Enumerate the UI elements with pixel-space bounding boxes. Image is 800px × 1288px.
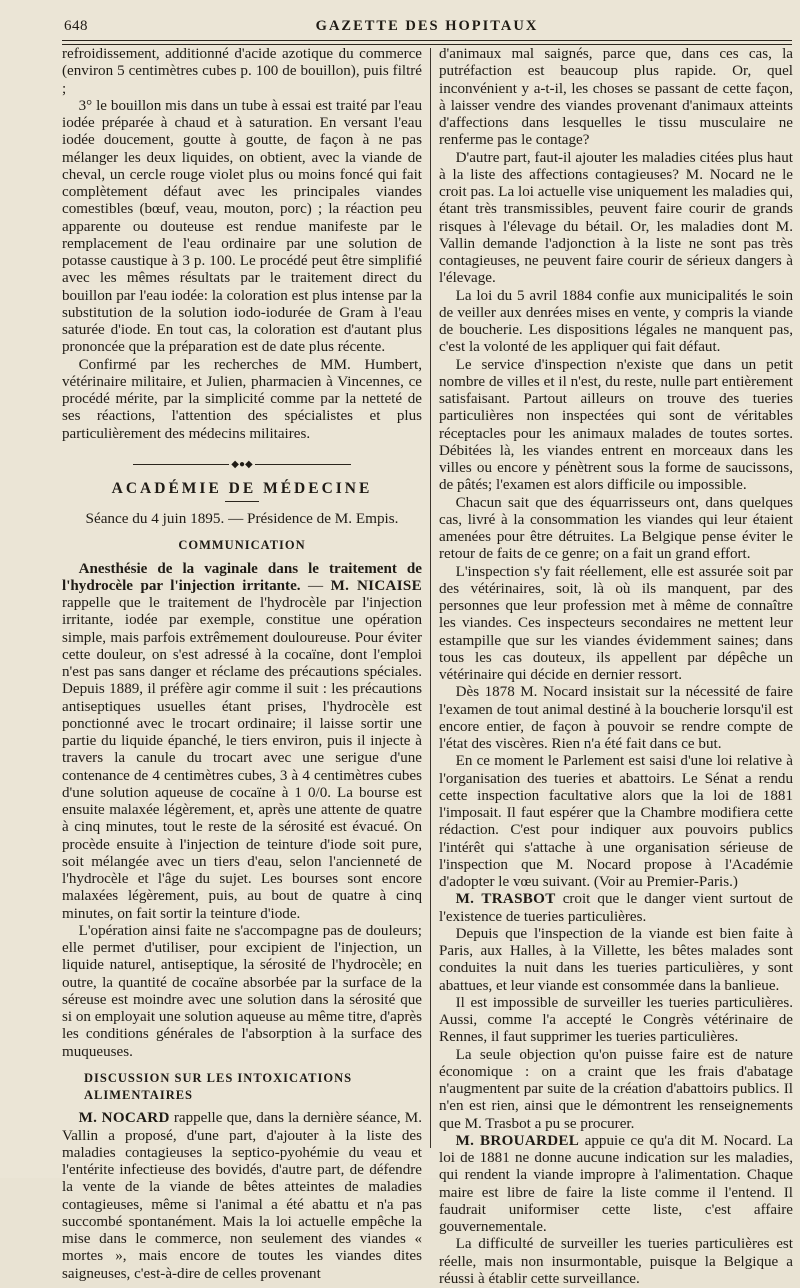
speaker-name: M. NICAISE (330, 577, 422, 594)
paragraph: D'autre part, faut-il ajouter les maladies citées plus haut à la liste des affections contagieuses? M. Nocard ne le croit pas. La loi actuelle vise uniquement les maladies qui, étant très transmissibles, peuvent faire courir de grands risques à l'élevage du bétail. Or, les maladies dont M. Vallin demande l'adjonction à la liste ne sont pas très contagieuses, ne peuvent faire courir de sérieux dangers à l'élevage. (439, 149, 793, 287)
paragraph: Dès 1878 M. Nocard insistait sur la nécessité de faire l'examen de tout animal destiné à la boucherie lorsqu'il est encore entier, de façon à pouvoir se rendre compte de l'état des viscères. Rien n'a été fait dans ce but. (439, 684, 793, 752)
speaker-name: M. TRASBOT (455, 891, 556, 908)
paragraph: Le service d'inspection n'existe que dans un petit nombre de villes et il n'est, du reste, nulle part entièrement satisfaisant. Partout ailleurs on trouve des tueries particulières non inspectées qui sont de véritables réceptacles pour les animaux malades de toutes sortes. Débitées là, les viandes entrent en morceaux dans les villes ou encore y pénètrent sous la forme de saucissons, de pâtés; l'examen est alors difficile ou impossible. (439, 356, 793, 494)
header-rule (62, 40, 792, 41)
paragraph: d'animaux mal saignés, parce que, dans ces cas, la putréfaction est beaucoup plus rapide. Or, quel inconvénient y a-t-il, les choses se passant de cette façon, à laisser vendre des viandes provenant d'animaux atteints d'affections dans lesquelles le tissu musculaire ne renferme pas le contage? (439, 46, 793, 149)
page-number: 648 (64, 18, 88, 34)
speaker-name: M. NOCARD (78, 1110, 170, 1127)
speaker-paragraph (439, 891, 793, 926)
paragraph: La seule objection qu'on puisse faire est de nature économique : on a craint que les frais d'abatage n'augmentent par suite de la création d'abattoirs publics. Il n'en est rien, ainsi que le démontrent les renseignements que M. Trasbot a pu se procurer. (439, 1046, 793, 1132)
paragraph: Confirmé par les recherches de MM. Humbert, vétérinaire militaire, et Julien, pharmacien à Vincennes, ce procédé mérite, par la simplicité comme par la netteté de ses réactions, l'attention des spécialistes et plus particulièrement des médecins militaires. (62, 356, 422, 442)
header-rule-thin (62, 44, 792, 45)
paragraph: L'inspection s'y fait réellement, elle est assurée soit par des vétérinaires, soit, là où ils manquent, par des personnes que leur profession met à même de connaître les viandes. Ces inspecteurs secondaires ne mettent leur estampille que sur les viandes évidemment saines; dans tous les cas douteux, ils appellent par dépêche un vétérinaire qui décide en dernier ressort. (439, 563, 793, 683)
section-ornament: ◆●◆ (62, 456, 422, 470)
paragraph: L'opération ainsi faite ne s'accompagne pas de douleurs; elle permet d'utiliser, pour excipient de l'injection, un liquide naturel, antiseptique, la sérosité de l'hydrocèle; en outre, la quantité de cocaïne absorbée par la surface de la séreuse est moindre avec une solution dans la sérosité que si on employait une solution aqueuse au même titre, d'après les conditions générales de l'absorption à la surface des muqueuses. (62, 922, 422, 1060)
paragraph: Il est impossible de surveiller les tueries particulières. Aussi, comme l'a accepté le Congrès vétérinaire de Rennes, il faut supprimer les tueries particulières. (439, 994, 793, 1046)
paragraph-text: appuie ce qu'a dit M. Nocard. La loi de 1881 ne donne aucune indication sur les maladies, qui rendent la viande impropre à l'alimentation. Chaque maire est libre de faire la liste comme il l'entend. Il faudrait uniformiser cette liste, c'est affaire gouvernementale. (439, 1132, 793, 1235)
paragraph: Chacun sait que des équarrisseurs ont, dans quelques cas, livré à la consommation les viandes qui leur étaient amenées pour être détruites. La Belgique pense éviter le retour de faits de ce genre; on a fait un grand effort. (439, 494, 793, 563)
discussion-heading: DISCUSSION SUR LES INTOXICATIONS ALIMENTAIRES (84, 1070, 353, 1102)
speaker-paragraph (439, 1133, 793, 1237)
paragraph: Depuis que l'inspection de la viande est bien faite à Paris, aux Halles, à la Villette, les bêtes malades sont conduites la nuit dans les tueries particulières, y sont abattues, et leur viande est consommée dans la banlieue. (439, 925, 793, 994)
section-title: ACADÉMIE DE MÉDECINE (111, 479, 373, 497)
paragraph: 3° le bouillon mis dans un tube à essai est traité par l'eau iodée préparée à chaud et à saturation. En versant l'eau iodée doucement, goutte à goutte, de façon à ne pas mélanger les deux liquides, on obtient, avec la viande de cheval, un cercle rouge violet plus ou moins foncé qui fait complètement défaut avec les principales viandes comestibles (bœuf, veau, mouton, porc) ; la réaction peu apparente ou douteuse est rendue manifeste par le remplacement de l'eau ordinaire par une solution de potasse caustique à 3 p. 100. Le procédé peut être simplifié avec les mêmes résultats par le traitement direct du bouillon par l'eau iodée: la coloration est plus intense par la substitution de la solution iodo-iodurée de Gram à l'eau saturée d'iode. En tout cas, la coloration est d'autant plus prononcée que la préparation est de date plus récente. (62, 97, 422, 356)
article-paragraph: Anesthésie de la vaginale dans le traitement de l'hydrocèle par l'injection irritante. — M. NICAISE rappelle que le traitement de l'hydrocèle par l'injection irritante, iodée par exemple, constitue une opération simple, mais parfois extrêmement douloureuse. Pour éviter cette douleur, on s'est adressé à la cocaïne, dont l'emploi n'est pas sans danger et réclame des précautions spéciales. Depuis 1889, il préfère agir comme il suit : les précautions antiseptiques usuelles étant prises, l'hydrocèle est ponctionné avec le trocart ordinaire; il laisse sortir une partie du liquide épanché, le tiers environ, puis il injecte à travers la canule du trocart avec une serigue d'une contenance de 4 centimètres cubes, 3 à 4 centimètres cubes d'une solution aqueuse de cocaïne à 1 0/0. La bourse est ensuite malaxée légèrement, et, après une attente de quatre à cinq minutes, tout le reste de la sérosité est évacué. On procède ensuite à l'injection de teinture d'iode soit pure, soit mélangée avec un tiers d'eau, selon l'ancienneté de l'hydrocèle et l'âge du sujet. Les bourses sont encore malaxées légèrement, puis, au bout de quatre à cinq minutes, on fait sortir la teinture d'iode. (62, 560, 422, 922)
column-divider (430, 48, 431, 1148)
paragraph: En ce moment le Parlement est saisi d'une loi relative à l'organisation des tueries et abattoirs. Le Sénat a rendu cette inspection facultative alors que la loi de 1881 l'imposait. Il faut espérer que la Chambre modifiera cette rédaction. C'est pour indiquer aux pouvoirs publics l'intérêt qui s'attache à une organisation sérieuse de l'inspection que M. Nocard propose à l'Académie d'adopter le vœu suivant. (Voir au Premier-Paris.) (439, 753, 793, 890)
right-column (439, 46, 793, 1288)
session-line: Séance du 4 juin 1895. — Présidence de M. Empis. (85, 510, 399, 527)
page-header (62, 12, 792, 40)
communication-heading: COMMUNICATION (178, 538, 306, 553)
paragraph: La difficulté de surveiller les tueries particulières est réelle, mais non insurmontable, puisque la Belgique a réussi à établir cette surveillance. (439, 1236, 793, 1287)
short-rule (225, 501, 259, 502)
speaker-paragraph (62, 1110, 422, 1283)
left-column (62, 46, 422, 1283)
paragraph: La loi du 5 avril 1884 confie aux municipalités le soin de veiller aux denrées mises en vente, y compris la viande de boucherie. Les dispositions légales ne manquent pas, c'est la volonté de les appliquer qui fait défaut. (439, 287, 793, 356)
paragraph-text: croit que le danger vient surtout de l'existence de tueries particulières. (439, 891, 793, 925)
article-title: Anesthésie de la vaginale dans le traitement de l'hydrocèle par l'injection irritante. (62, 560, 422, 594)
paragraph-text: rappelle que le traitement de l'hydrocèle par l'injection irritante, iodée par exemple, constitue une opération simple, mais parfois extrêmement douloureuse. Pour éviter cette douleur, on s'est adressé à la cocaïne, dont l'emploi n'est pas sans danger et réclame des précautions spéciales. Depuis 1889, il préfère agir comme il suit : les précautions antiseptiques usuelles étant prises, l'hydrocèle est ponctionné avec le trocart ordinaire; il laisse sortir une partie du liquide épanché, le tiers environ, puis il injecte à travers la canule du trocart avec une serigue d'une contenance de 4 centimètres cubes, 3 à 4 centimètres cubes d'une solution aqueuse de cocaïne à 1 0/0. La bourse est ensuite malaxée légèrement, et, après une attente de quatre à cinq minutes, tout le reste de la sérosité est évacué. On procède ensuite à l'injection de teinture d'iode soit pure, soit mélangée avec un tiers d'eau, selon l'ancienneté de l'hydrocèle et l'âge du sujet. Les bourses sont encore malaxées légèrement, puis, au bout de quatre à cinq minutes, on fait sortir la teinture d'iode. (62, 595, 422, 922)
paragraph-text: rappelle que, dans la dernière séance, M. Vallin a proposé, d'une part, d'ajouter à la liste des maladies contagieuses la septico-pyohémie du veau et l'entérite infectieuse des bovidés, d'autre part, de défendre la vente de la viande de bêtes atteintes de maladies contagieuses, même si l'animal a été abattu et n'a pas succombé spontanément. Mais la loi actuelle empêche la mise dans le commerce, non seulement des viandes « mortes », mais encore de toutes les viandes dites saigneuses, c'est-à-dire de celles provenant (62, 1110, 422, 1282)
running-title: GAZETTE DES HOPITAUX (315, 18, 539, 34)
paragraph: refroidissement, additionné d'acide azotique du commerce (environ 5 centimètres cubes p. 100 de bouillon), puis filtré ; (62, 46, 422, 97)
speaker-name: M. BROUARDEL (455, 1132, 580, 1149)
